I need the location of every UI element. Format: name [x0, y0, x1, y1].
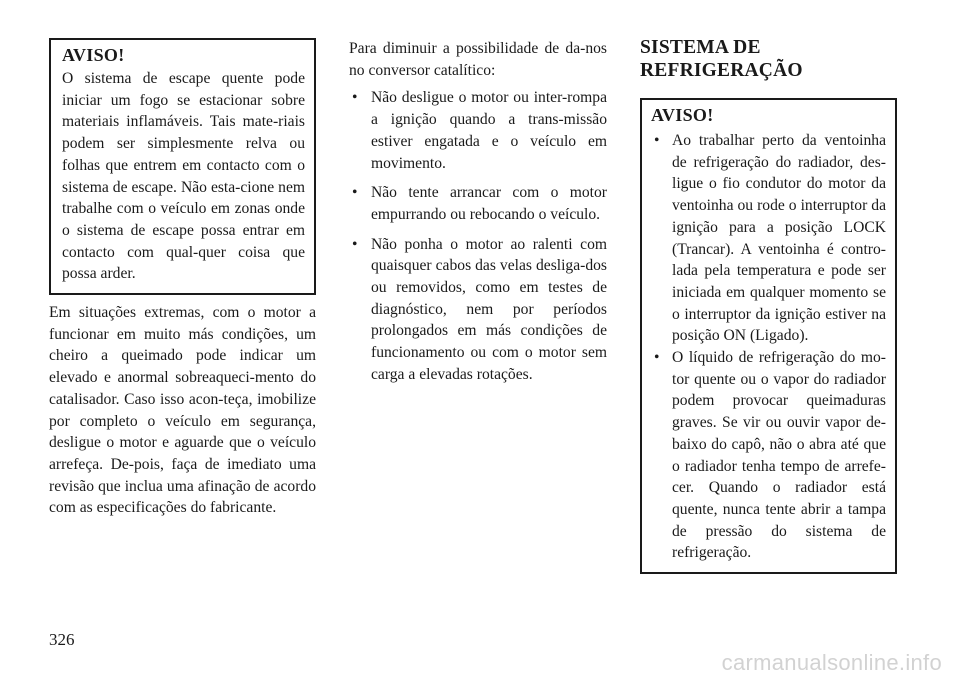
page-number: 326	[49, 630, 75, 649]
list-item: • O líquido de refrigeração do mo-tor quente ou o vapor do radiador podem provocar queimaduras graves. Se vir ou ouvir vapor de-baixo do capô, não o abra até que o radiador tenha tempo de arrefe-cer. Quando o radiador está quente, nunca tente abrir a tampa de pressão do sistema de refrigeração.	[654, 349, 886, 562]
list-item: • Não tente arrancar com o motor empurrando ou rebocando o veículo.	[352, 184, 607, 223]
bullet-icon: •	[352, 89, 358, 107]
bullet-icon: •	[654, 132, 660, 149]
exhaust-warning-box	[49, 38, 316, 295]
bullet-icon: •	[352, 184, 358, 202]
list-item: • Não ponha o motor ao ralenti com quaisquer cabos das velas desliga-dos ou removidos, como em testes de diagnóstico, nem por períodos prolongados em más condições de funcionamento ou com o motor sem carga a elevadas rotações.	[352, 235, 607, 383]
catalytic-intro: Para diminuir a possibilidade de da-nos no conversor catalítico:	[349, 40, 607, 79]
watermark: carmanualsonline.info	[721, 650, 942, 675]
cooling-warning-box	[640, 98, 897, 574]
catalyst-overheat-paragraph: Em situações extremas, com o motor a funcionar em muito más condições, um cheiro a queimado pode indicar um elevado e anormal sobreaqueci-mento do catalisador. Caso isso acon-teça, imobilize por completo o veículo em segurança, desligue o motor e aguarde que o veículo arrefeça. De-pois, faça de imediato uma revisão que inclua uma afinação de acordo com as especificações do fabricante.	[49, 304, 316, 517]
catalytic-precautions-list	[349, 87, 607, 385]
list-item: • Ao trabalhar perto da ventoinha de refrigeração do radiador, des-ligue o fio condutor do motor da ventoinha ou rode o interruptor da ignição para a posição LOCK (Trancar). A ventoinha é contro-lada pela temperatura e pode ser iniciada em qualquer momento se o interruptor da ignição estiver na posição ON (Ligado).	[654, 132, 886, 345]
list-item: • Não desligue o motor ou inter-rompa a ignição quando a trans-missão estiver engatada e o veículo em movimento.	[352, 89, 607, 172]
right-column	[640, 0, 897, 574]
warning-title: AVISO!	[651, 105, 714, 125]
left-column	[49, 0, 316, 519]
cooling-warning-list	[651, 130, 886, 564]
warning-title: AVISO!	[62, 45, 125, 65]
bullet-icon: •	[352, 235, 358, 253]
section-title: SISTEMA DE REFRIGERAÇÃO	[640, 37, 803, 81]
warning-text: O sistema de escape quente pode iniciar um fogo se estacionar sobre materiais inflamáveis. Tais mate-riais podem ser simplesmente relva ou folhas que entrem em contacto com o sistema de escape. Não esta-cione nem trabalhe com o veículo em zonas onde o sistema de escape possa entrar em contacto com qual-quer coisa que possa arder.	[62, 70, 305, 283]
middle-column	[349, 0, 607, 394]
bullet-icon: •	[654, 349, 660, 367]
